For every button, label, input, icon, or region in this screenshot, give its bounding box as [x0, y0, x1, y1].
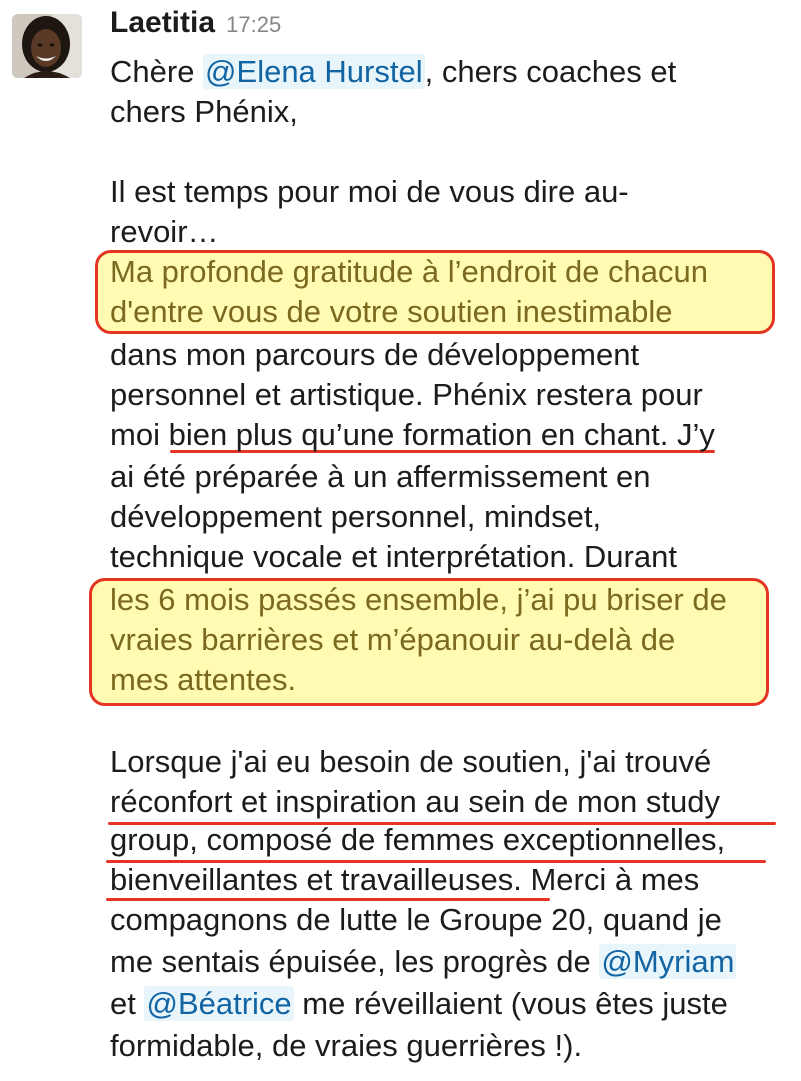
message-line: formidable, de vraies guerrières !). [110, 1028, 583, 1063]
message-line: chers Phénix, [110, 94, 298, 129]
message-line [110, 860, 699, 900]
mention-elena-hurstel[interactable]: @Elena Hurstel [205, 54, 423, 89]
text-span: et [110, 986, 145, 1021]
mention-myriam[interactable]: @Myriam [601, 944, 735, 979]
text-span: . J’y [659, 417, 715, 452]
underlined-text: bienveillantes et travailleuses [110, 862, 514, 897]
message-header [110, 6, 281, 46]
message-line: réconfort et inspiration au sein de mon study [110, 784, 721, 819]
highlighted-line: mes attentes. [110, 662, 297, 697]
text-span: , chers coaches et [424, 54, 677, 89]
message-line: revoir… [110, 214, 219, 249]
message-line [110, 415, 715, 455]
highlighted-line: les 6 mois passés ensemble, j’ai pu briser de [110, 582, 727, 617]
avatar[interactable] [12, 14, 82, 78]
highlighted-line: vraies barrières et m’épanouir au-delà de [110, 622, 676, 657]
text-span: me réveillaient (vous êtes juste [293, 986, 728, 1021]
text-span: Chère [110, 54, 204, 89]
message-line: personnel et artistique. Phénix restera pour [110, 377, 703, 412]
underlined-text: bien plus qu’une formation en chant [168, 417, 660, 452]
mention-beatrice[interactable]: @Béatrice [146, 986, 292, 1021]
message-line: ai été préparée à un affermissement en [110, 459, 651, 494]
message-line: technique vocale et interprétation. Durant [110, 539, 677, 574]
message-line [110, 52, 676, 92]
message-line [110, 942, 736, 982]
author-name[interactable]: Laetitia [110, 6, 216, 39]
message-line: développement personnel, mindset, [110, 499, 602, 534]
text-span: me sentais épuisée, les progrès de [110, 944, 600, 979]
highlighted-line: Ma profonde gratitude à l’endroit de chacun [110, 254, 709, 289]
highlighted-line: d'entre vous de votre soutien inestimable [110, 294, 673, 329]
message-line: compagnons de lutte le Groupe 20, quand je [110, 902, 722, 937]
message-line: group, composé de femmes exceptionnelles, [110, 822, 726, 857]
message-line [110, 984, 728, 1024]
message-timestamp[interactable]: 17:25 [226, 12, 282, 37]
text-span: . Merci à mes [513, 862, 700, 897]
message-line: dans mon parcours de développement [110, 337, 640, 372]
avatar-photo [12, 14, 82, 78]
text-span: moi [110, 417, 169, 452]
message-line: Il est temps pour moi de vous dire au- [110, 174, 629, 209]
message-line: Lorsque j'ai eu besoin de soutien, j'ai trouvé [110, 744, 712, 779]
